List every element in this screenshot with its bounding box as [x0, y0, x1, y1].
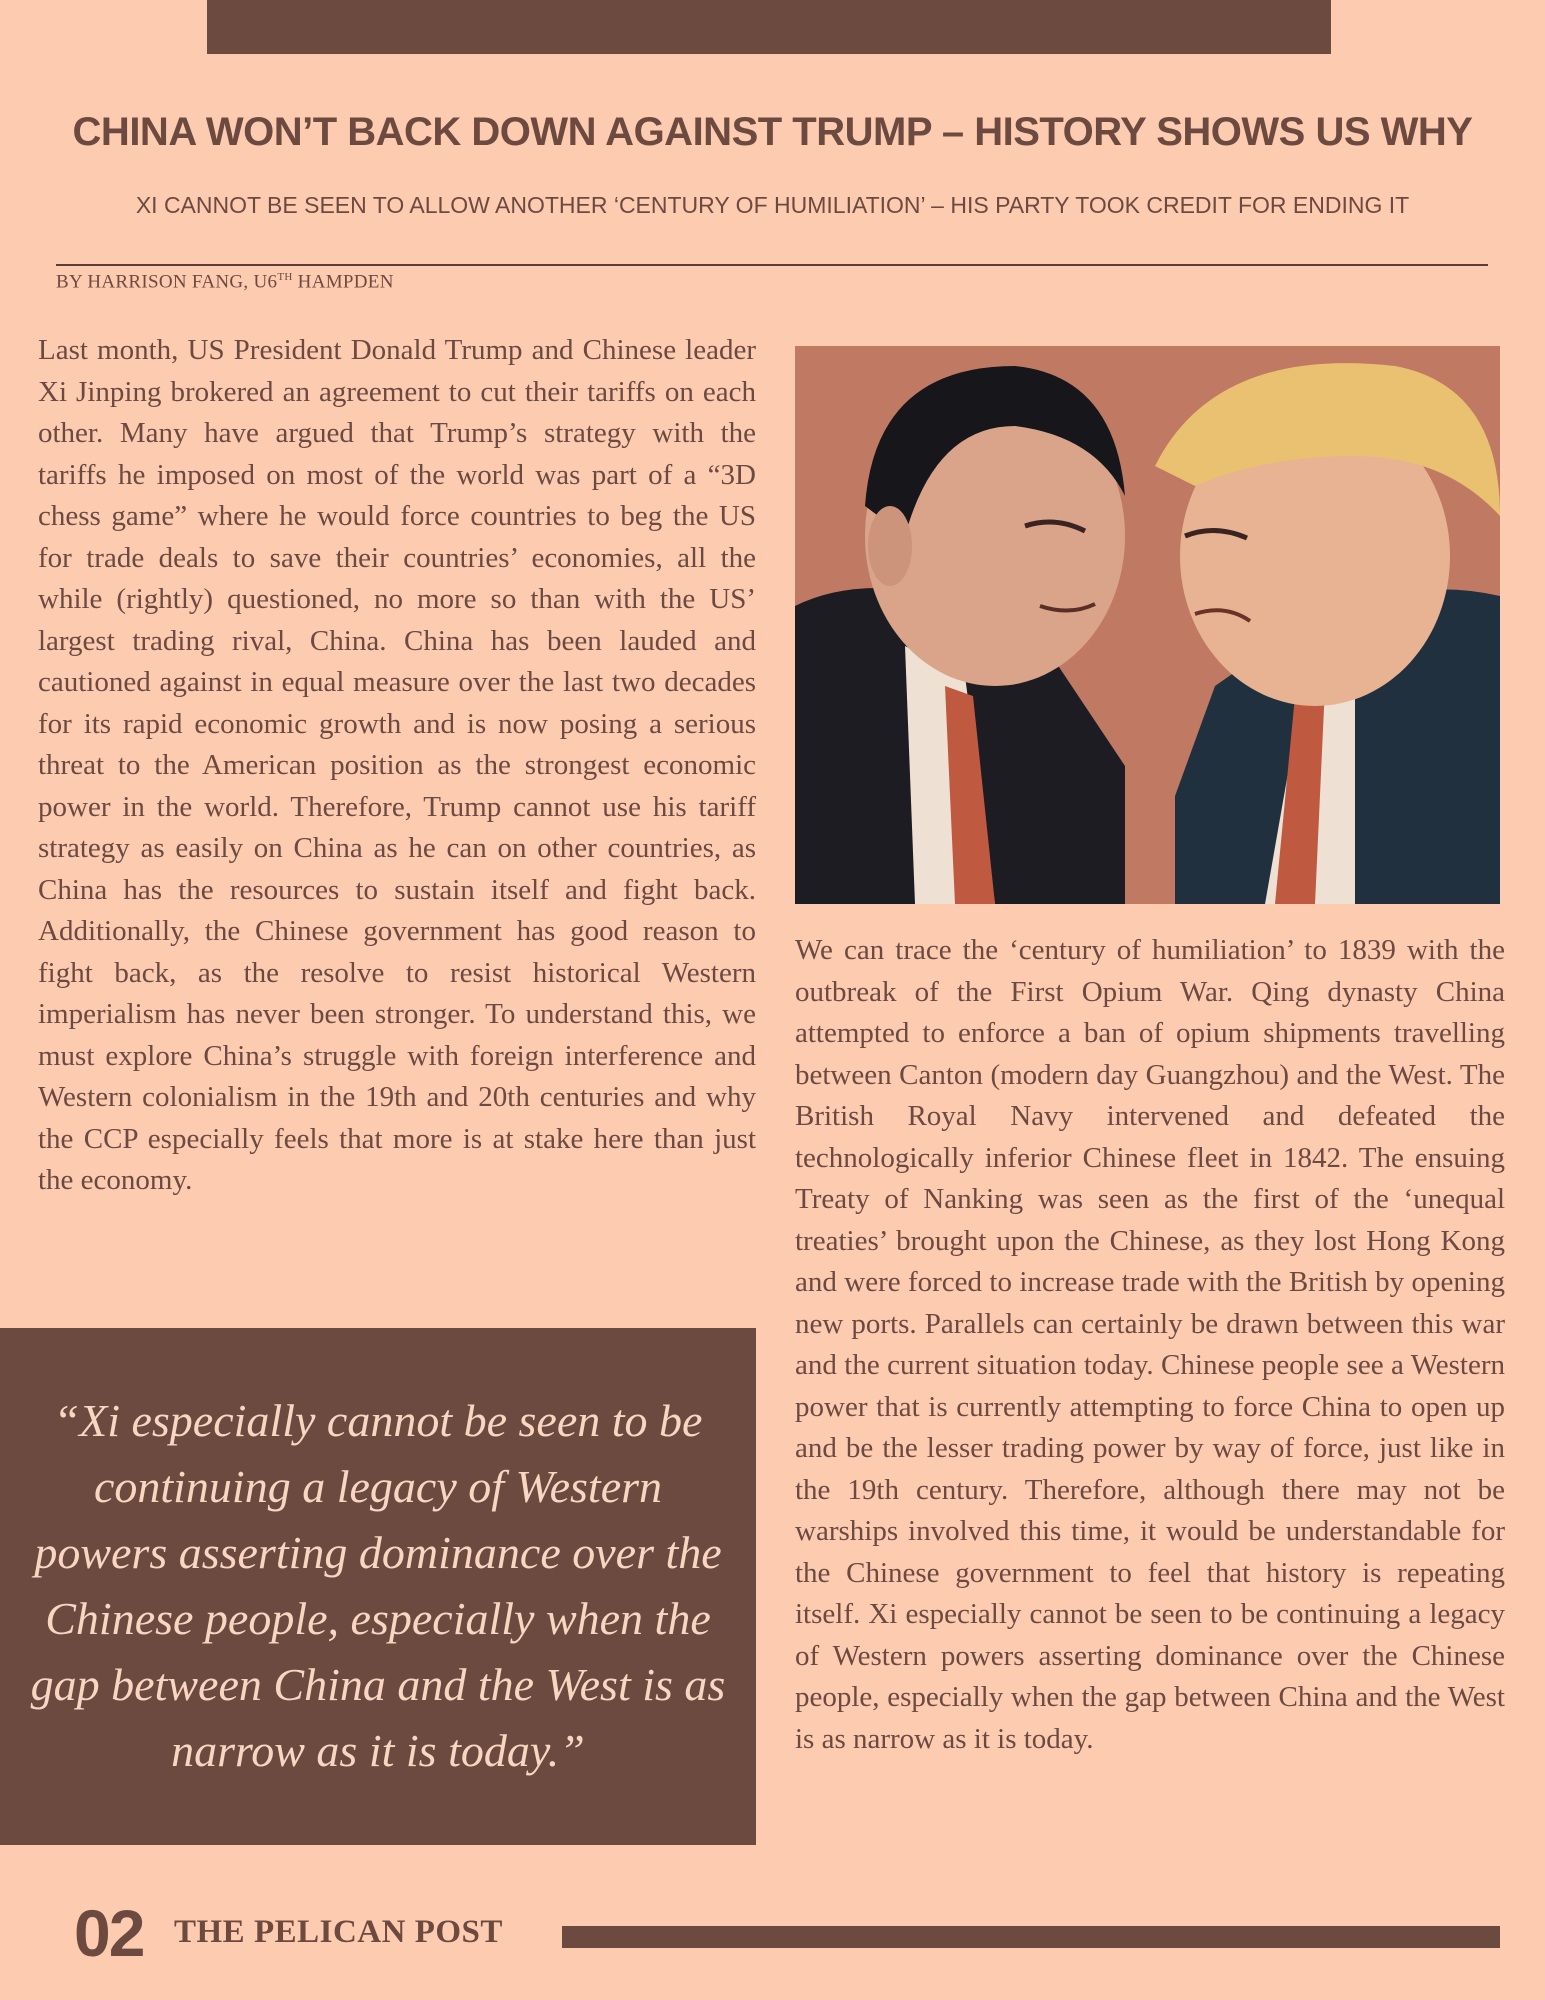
pull-quote-box	[0, 1328, 756, 1845]
publication-name: THE PELICAN POST	[174, 1914, 503, 1950]
byline-superscript: TH	[277, 271, 293, 283]
header-divider	[56, 264, 1488, 266]
byline-suffix: HAMPDEN	[292, 271, 394, 293]
bottom-decorative-bar	[562, 1926, 1500, 1948]
article-body-left-column: Last month, US President Donald Trump and Chinese leader Xi Jinping brokered an agreement to cut their tariffs on each other. Many have argued that Trump’s strategy with the tariffs he imposed on most of the world was part of a “3D chess game” where he would force countries to beg the US for trade deals to save their countries’ economies, all the while (rightly) questioned, no more so than with the US’ largest trading rival, China. China has been lauded and cautioned against in equal measure over the last two decades for its rapid economic growth and is now posing a serious threat to the American position as the strongest economic power in the world. Therefore, Trump cannot use his tariff strategy as easily on China as he can on other countries, as China has the resources to sustain itself and fight back. Additionally, the Chinese government has good reason to fight back, as the resolve to resist historical Western imperialism has never been stronger. To understand this, we must explore China’s struggle with foreign interference and Western colonialism in the 19th and 20th centuries and why the CCP especially feels that more is at stake here than just the economy.	[38, 334, 756, 1196]
article-body-right-column: We can trace the ‘century of humiliation’ to 1839 with the outbreak of the First Opium War. Qing dynasty China attempted to enforce a ban of opium shipments travelling between Canton (modern day Guangzhou) and the West. The British Royal Navy intervened and defeated the technologically inferior Chinese fleet in 1842. The ensuing Treaty of Nanking was seen as the first of the ‘unequal treaties’ brought upon the Chinese, as they lost Hong Kong and were forced to increase trade with the British by opening new ports. Parallels can certainly be drawn between this war and the current situation today. Chinese people see a Western power that is currently attempting to force China to open up and be the lesser trading power by way of force, just like in the 19th century. Therefore, although there may not be warships involved this time, it would be understandable for the Chinese government to feel that history is repeating itself. Xi especially cannot be seen to be continuing a legacy of Western powers asserting dominance over the Chinese people, especially when the gap between China and the West is as narrow as it is today.	[795, 934, 1505, 1755]
byline-prefix: BY HARRISON FANG, U6	[56, 271, 278, 293]
page-number: 02	[74, 1896, 144, 1970]
pull-quote-text: “Xi especially cannot be seen to be continuing a legacy of Western powers asserting dominance over the Chinese people, especially when the gap between China and the West is as narrow as it is today.”	[30, 1395, 726, 1776]
article-subheadline: XI CANNOT BE SEEN TO ALLOW ANOTHER ‘CENTURY OF HUMILIATION’ – HIS PARTY TOOK CREDIT FOR ENDING IT	[135, 192, 1410, 218]
right-figure-illustration	[1155, 363, 1500, 904]
article-headline: CHINA WON’T BACK DOWN AGAINST TRUMP – HISTORY SHOWS US WHY	[72, 110, 1473, 154]
byline	[56, 271, 394, 293]
top-decorative-bar	[207, 0, 1331, 54]
illustration-xi-and-trump-face-off	[795, 346, 1500, 904]
